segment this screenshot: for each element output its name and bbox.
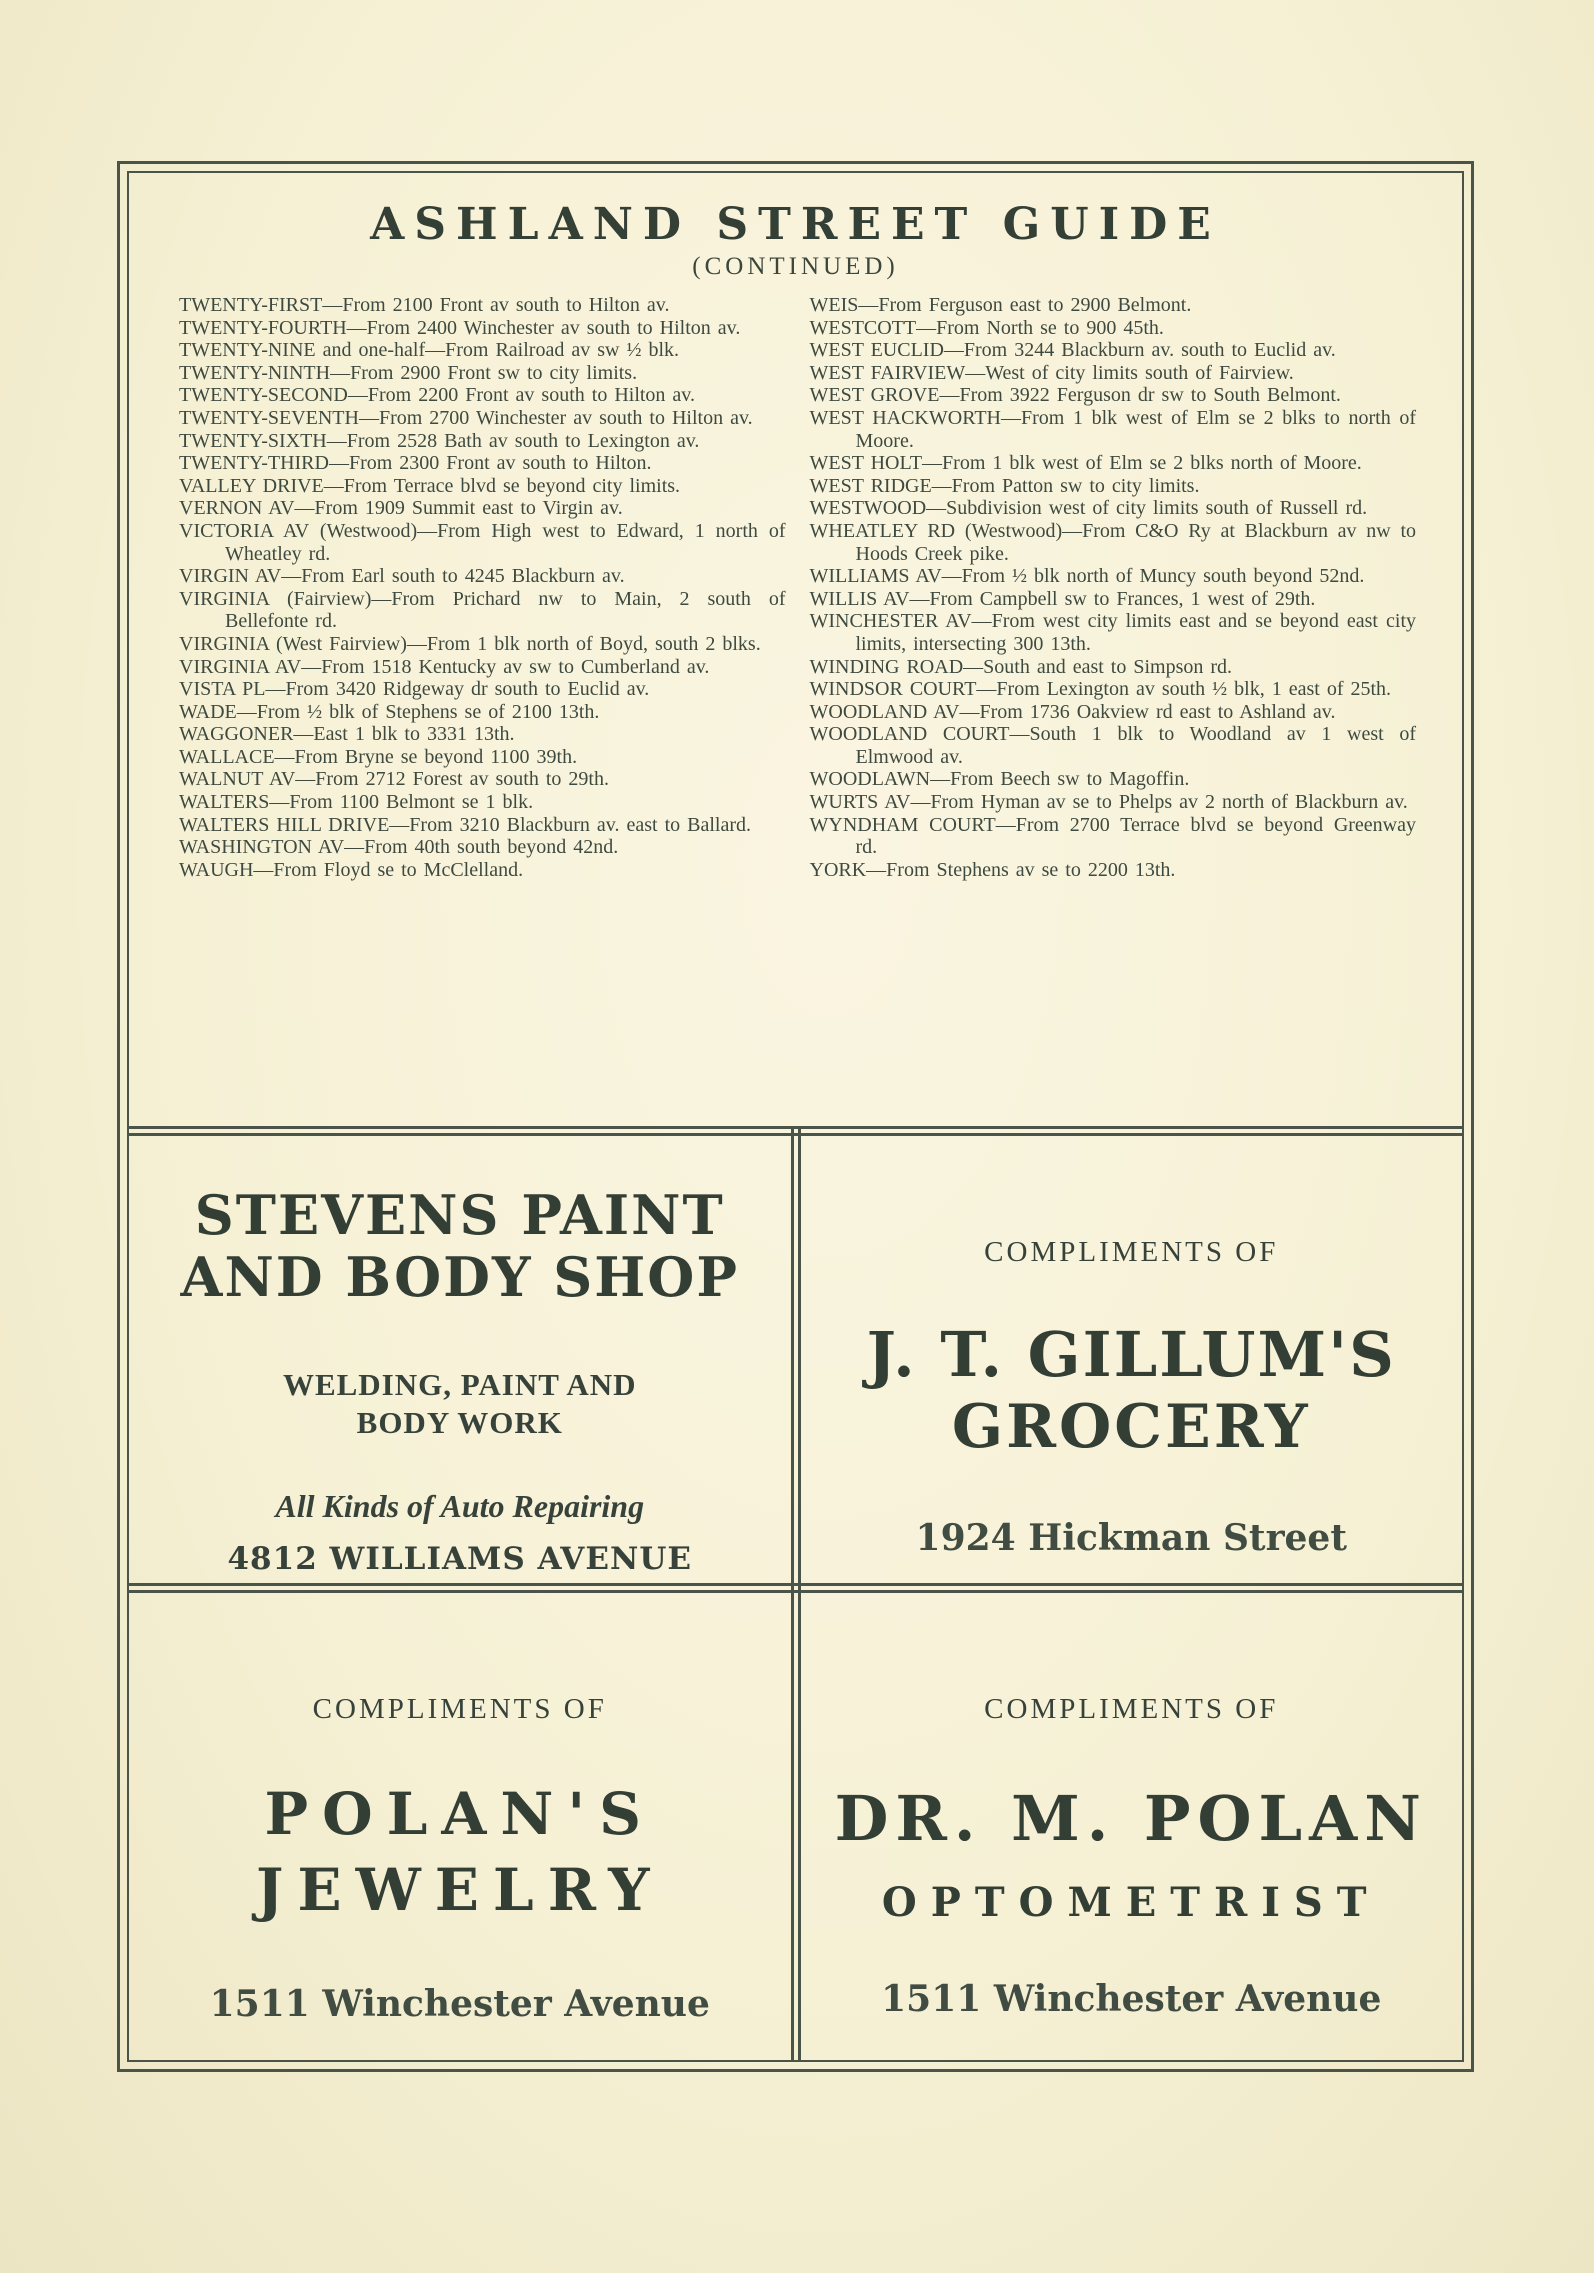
ad-stevens-paint-and-body-shop xyxy=(129,1136,791,1583)
street-entry: TWENTY-FOURTH—From 2400 Winchester av south to Hilton av. xyxy=(179,316,741,339)
street-entry: WALNUT AV—From 2712 Forest av south to 29th. xyxy=(179,768,609,791)
street-entry: TWENTY-NINE and one-half—From Railroad av sw ½ blk. xyxy=(179,339,679,362)
ad-title-line: STEVENS PAINT xyxy=(194,1183,725,1247)
street-entry: WEIS—From Ferguson east to 2900 Belmont. xyxy=(809,294,1192,316)
ad-tagline: All Kinds of Auto Repairing xyxy=(275,1488,645,1524)
street-entry: WAGGONER—East 1 blk to 3331 13th. xyxy=(179,723,515,746)
street-entry: VERNON AV—From 1909 Summit east to Virgin av. xyxy=(179,497,623,520)
street-entry: VALLEY DRIVE—From Terrace blvd se beyond city limits. xyxy=(179,474,681,497)
street-entry: WILLIS AV—From Campbell sw to Frances, 1 west of 29th. xyxy=(809,587,1316,610)
street-entry: VIRGIN AV—From Earl south to 4245 Blackburn av. xyxy=(179,565,625,588)
street-entry: VICTORIA AV (Westwood)—From High west to Edward, 1 north of Wheatley rd. xyxy=(179,519,786,565)
ad-polans-jewelry xyxy=(129,1593,791,2060)
ad-name-line: DR. M. POLAN xyxy=(834,1782,1428,1855)
street-entry: WALTERS—From 1100 Belmont se 1 blk. xyxy=(179,791,534,814)
ad-compliments: COMPLIMENTS OF xyxy=(984,1236,1279,1268)
street-entry: WEST HOLT—From 1 blk west of Elm se 2 blks north of Moore. xyxy=(809,452,1362,475)
street-entry: TWENTY-THIRD—From 2300 Front av south to Hilton. xyxy=(179,452,652,475)
ad-subtitle-line: BODY WORK xyxy=(356,1405,563,1440)
street-entry: WOODLAWN—From Beech sw to Magoffin. xyxy=(809,768,1190,791)
ad-jt-gillums-grocery xyxy=(801,1136,1463,1583)
ad-name-line: JEWELRY xyxy=(255,1856,664,1924)
ad-compliments: COMPLIMENTS OF xyxy=(312,1693,607,1725)
street-guide-right-column xyxy=(810,294,1417,881)
street-entry: WEST EUCLID—From 3244 Blackburn av. south to Euclid av. xyxy=(809,339,1336,362)
ad-subtitle-line: WELDING, PAINT AND xyxy=(282,1367,637,1402)
street-entry: WINCHESTER AV—From west city limits east and se beyond east city limits, intersecting 300 13th. xyxy=(809,610,1416,655)
street-entry: VIRGINIA (West Fairview)—From 1 blk north of Boyd, south 2 blks. xyxy=(179,632,761,655)
street-entry: WOODLAND COURT—South 1 blk to Woodland av 1 west of Elmwood av. xyxy=(809,723,1416,768)
street-entry: WALLACE—From Bryne se beyond 1100 39th. xyxy=(179,745,578,768)
ad-title-line: AND BODY SHOP xyxy=(180,1245,739,1309)
street-entry: WHEATLEY RD (Westwood)—From C&O Ry at Blackburn av nw to Hoods Creek pike. xyxy=(809,519,1416,565)
street-entry: WEST HACKWORTH—From 1 blk west of Elm se 2 blks to north of Moore. xyxy=(809,406,1416,452)
street-entry: WALTERS HILL DRIVE—From 3210 Blackburn av. east to Ballard. xyxy=(179,813,752,836)
street-entry: WASHINGTON AV—From 40th south beyond 42nd. xyxy=(179,836,619,859)
content-area xyxy=(127,171,1464,2062)
ad-name-line: OPTOMETRIST xyxy=(881,1879,1381,1926)
street-entry: WESTWOOD—Subdivision west of city limits south of Russell rd. xyxy=(809,497,1368,520)
street-entry: WOODLAND AV—From 1736 Oakview rd east to Ashland av. xyxy=(809,700,1336,723)
street-entry: YORK—From Stephens av se to 2200 13th. xyxy=(809,858,1176,881)
street-entry: WINDSOR COURT—From Lexington av south ½ blk, 1 east of 25th. xyxy=(809,678,1392,701)
street-entry: WEST GROVE—From 3922 Ferguson dr sw to South Belmont. xyxy=(809,384,1341,407)
ad-dr-m-polan-optometrist xyxy=(801,1593,1463,2060)
ad-compliments: COMPLIMENTS OF xyxy=(984,1693,1279,1725)
street-entry: VIRGINIA AV—From 1518 Kentucky av sw to Cumberland av. xyxy=(179,655,710,678)
street-entry: WEST FAIRVIEW—West of city limits south of Fairview. xyxy=(809,361,1294,384)
ad-address: 1511 Winchester Avenue xyxy=(209,1983,710,2025)
street-entry: VIRGINIA (Fairview)—From Prichard nw to Main, 2 south of Bellefonte rd. xyxy=(179,587,786,633)
vertical-divider xyxy=(791,1126,801,2060)
advertisements xyxy=(129,1126,1462,2060)
street-guide-left-column xyxy=(179,294,786,881)
street-guide xyxy=(129,281,1462,881)
street-entry: WEST RIDGE—From Patton sw to city limits. xyxy=(809,474,1200,497)
street-entry: TWENTY-SIXTH—From 2528 Bath av south to Lexington av. xyxy=(179,429,700,452)
page-subtitle: (CONTINUED) xyxy=(692,253,899,280)
street-entry: TWENTY-SECOND—From 2200 Front av south to Hilton av. xyxy=(179,384,696,407)
ad-address: 1511 Winchester Avenue xyxy=(881,1978,1382,2020)
street-entry: TWENTY-FIRST—From 2100 Front av south to Hilton av. xyxy=(179,294,670,316)
street-entry: WURTS AV—From Hyman av se to Phelps av 2 north of Blackburn av. xyxy=(809,791,1408,814)
ad-address: 4812 WILLIAMS AVENUE xyxy=(227,1541,692,1577)
street-entry: WESTCOTT—From North se to 900 45th. xyxy=(809,316,1164,339)
ad-name-line: J. T. GILLUM'S xyxy=(866,1318,1396,1391)
ad-name-line: GROCERY xyxy=(951,1392,1311,1462)
street-entry: WADE—From ½ blk of Stephens se of 2100 13th. xyxy=(179,700,600,723)
street-entry: WYNDHAM COURT—From 2700 Terrace blvd se beyond Greenway rd. xyxy=(809,813,1416,859)
street-entry: VISTA PL—From 3420 Ridgeway dr south to Euclid av. xyxy=(179,678,650,701)
street-entry: WILLIAMS AV—From ½ blk north of Muncy south beyond 52nd. xyxy=(809,565,1365,588)
page-title: ASHLAND STREET GUIDE xyxy=(370,199,1221,250)
street-entry: WAUGH—From Floyd se to McClelland. xyxy=(179,858,524,881)
street-entry: TWENTY-SEVENTH—From 2700 Winchester av south to Hilton av. xyxy=(179,406,753,429)
ad-name-line: POLAN'S xyxy=(264,1780,656,1848)
street-entry: TWENTY-NINTH—From 2900 Front sw to city limits. xyxy=(179,361,638,384)
page-border xyxy=(117,161,1474,2072)
street-entry: WINDING ROAD—South and east to Simpson rd. xyxy=(809,655,1233,678)
ad-address: 1924 Hickman Street xyxy=(915,1517,1347,1559)
